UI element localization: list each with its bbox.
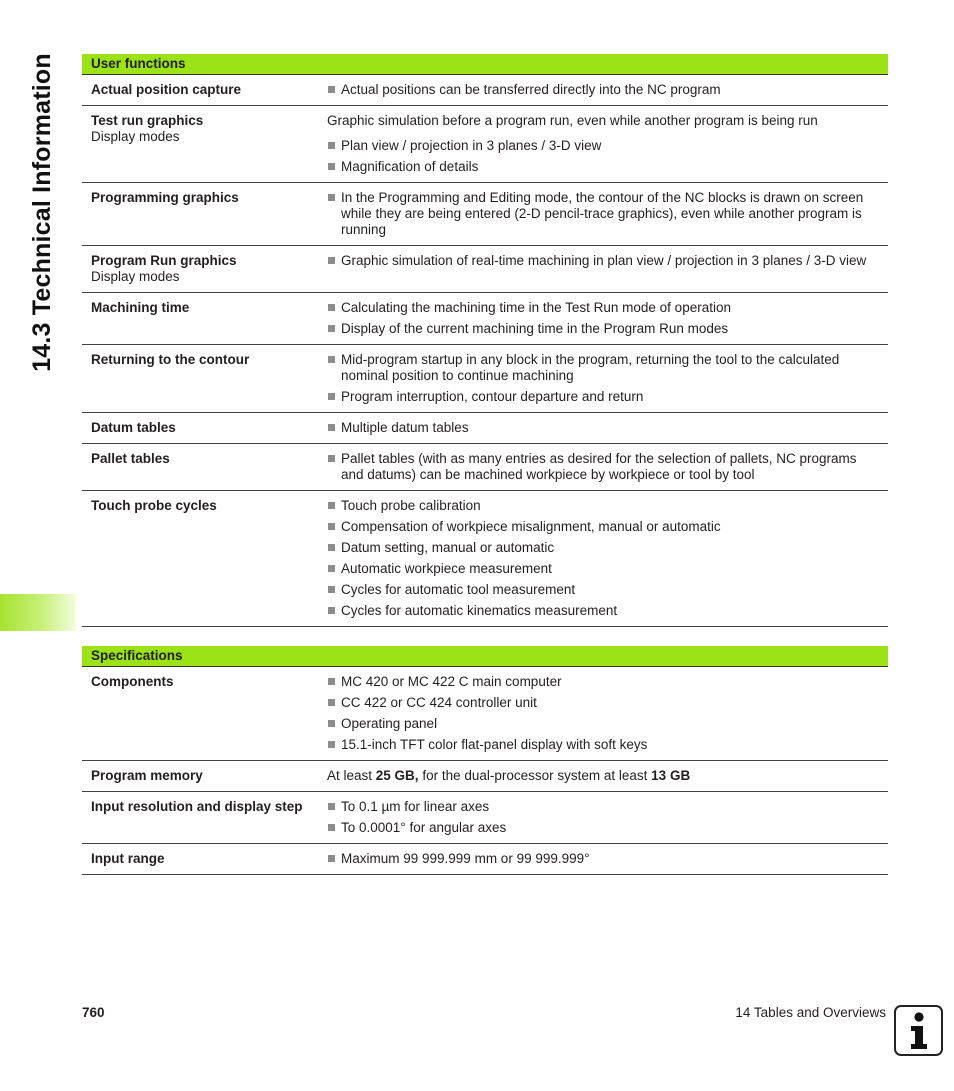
row-description-cell (327, 792, 888, 843)
row-label-cell (82, 792, 327, 843)
table-row (82, 491, 888, 627)
row-title: Input range (91, 851, 165, 866)
square-bullet-icon (328, 325, 335, 332)
bullet-item (327, 582, 880, 598)
bullet-text: Pallet tables (with as many entries as desired for the selection of pallets, NC programs and datums) can be machined workpiece by workpiece or tool by tool (341, 451, 857, 482)
row-description-cell (327, 345, 888, 412)
section-gap (82, 627, 888, 646)
bullet-text: Display of the current machining time in the Program Run modes (341, 321, 729, 336)
row-description-cell (327, 491, 888, 626)
bullet-item (327, 737, 880, 753)
row-label-cell (82, 444, 327, 490)
memory-value-2: 13 GB (651, 768, 691, 783)
row-title: Input resolution and display step (91, 799, 303, 814)
row-intro-text: Graphic simulation before a program run, even while another program is being run (327, 113, 818, 128)
section-table (82, 54, 888, 627)
bullet-text: Calculating the machining time in the Test Run mode of operation (341, 300, 731, 315)
row-title: Machining time (91, 300, 190, 315)
table-row (82, 293, 888, 345)
bullet-item (327, 716, 880, 732)
bullet-text: Maximum 99 999.999 mm or 99 999.999° (341, 851, 590, 866)
bullet-text: Graphic simulation of real-time machining in plan view / projection in 3 planes / 3-D view (341, 253, 867, 268)
table-row (82, 345, 888, 413)
row-subtitle: Display modes (91, 129, 180, 144)
square-bullet-icon (328, 142, 335, 149)
square-bullet-icon (328, 741, 335, 748)
bullet-item (327, 851, 880, 867)
table-row (82, 183, 888, 246)
square-bullet-icon (328, 86, 335, 93)
bullet-text: CC 422 or CC 424 controller unit (341, 695, 537, 710)
square-bullet-icon (328, 194, 335, 201)
row-title: Program memory (91, 768, 203, 783)
bullet-item (327, 561, 880, 577)
memory-value-1: 25 GB, (375, 768, 419, 783)
bullet-text: 15.1-inch TFT color flat-panel display with soft keys (341, 737, 648, 752)
row-description-cell (327, 246, 888, 292)
bullet-item (327, 799, 880, 815)
row-label-cell (82, 345, 327, 412)
bullet-item (327, 420, 880, 436)
row-description-cell (327, 844, 888, 874)
row-label-cell (82, 106, 327, 182)
bullet-item (327, 253, 880, 269)
row-title: Touch probe cycles (91, 498, 217, 513)
bullet-text: Cycles for automatic tool measurement (341, 582, 576, 597)
bullet-text: Mid-program startup in any block in the program, returning the tool to the calculated nominal position to continue machining (341, 352, 840, 383)
memory-prefix: At least (327, 768, 376, 783)
chapter-tab-marker (0, 594, 76, 631)
bullet-item (327, 138, 880, 154)
square-bullet-icon (328, 565, 335, 572)
row-label-cell (82, 667, 327, 760)
bullet-item (327, 389, 880, 405)
square-bullet-icon (328, 607, 335, 614)
square-bullet-icon (328, 586, 335, 593)
bullet-item (327, 820, 880, 836)
square-bullet-icon (328, 678, 335, 685)
row-label-cell (82, 246, 327, 292)
square-bullet-icon (328, 455, 335, 462)
bullet-text: Actual positions can be transferred directly into the NC program (341, 82, 721, 97)
bullet-text: To 0.0001° for angular axes (341, 820, 507, 835)
row-title: Programming graphics (91, 190, 239, 205)
bullet-text: Touch probe calibration (341, 498, 481, 513)
bullet-text: Cycles for automatic kinematics measurement (341, 603, 618, 618)
bullet-item (327, 321, 880, 337)
bullet-text: Multiple datum tables (341, 420, 469, 435)
table-row (82, 761, 888, 792)
info-glyph-icon (902, 1011, 936, 1051)
row-description-cell (327, 761, 888, 791)
row-description-cell (327, 667, 888, 760)
square-bullet-icon (328, 163, 335, 170)
section-table (82, 646, 888, 875)
row-title: Test run graphics (91, 113, 204, 128)
table-row (82, 667, 888, 761)
row-subtitle: Display modes (91, 269, 180, 284)
chapter-footer: 14 Tables and Overviews (735, 1005, 886, 1020)
row-description-cell (327, 293, 888, 344)
square-bullet-icon (328, 720, 335, 727)
bullet-item (327, 695, 880, 711)
row-title: Actual position capture (91, 82, 242, 97)
bullet-item (327, 498, 880, 514)
table-row (82, 106, 888, 183)
spec-tables (82, 54, 888, 875)
square-bullet-icon (328, 424, 335, 431)
bullet-item (327, 451, 880, 483)
row-title: Datum tables (91, 420, 176, 435)
section-header: Specifications (82, 646, 888, 667)
bullet-text: Program interruption, contour departure and return (341, 389, 644, 404)
square-bullet-icon (328, 502, 335, 509)
bullet-text: To 0.1 µm for linear axes (341, 799, 490, 814)
bullet-text: Operating panel (341, 716, 438, 731)
bullet-item (327, 540, 880, 556)
bullet-item (327, 603, 880, 619)
section-header: User functions (82, 54, 888, 75)
row-label-cell (82, 844, 327, 874)
table-row (82, 444, 888, 491)
bullet-item (327, 190, 880, 238)
table-row (82, 246, 888, 293)
bullet-item (327, 674, 880, 690)
square-bullet-icon (328, 803, 335, 810)
row-label-cell (82, 293, 327, 344)
row-description-cell (327, 413, 888, 443)
row-description-cell (327, 75, 888, 105)
bullet-text: Magnification of details (341, 159, 479, 174)
memory-middle: for the dual-processor system at least (418, 768, 652, 783)
bullet-item (327, 352, 880, 384)
square-bullet-icon (328, 824, 335, 831)
row-title: Components (91, 674, 174, 689)
square-bullet-icon (328, 393, 335, 400)
program-memory-text (327, 768, 880, 784)
bullet-item (327, 300, 880, 316)
row-description-cell (327, 444, 888, 490)
row-description-cell (327, 106, 888, 182)
table-row (82, 75, 888, 106)
table-row (82, 792, 888, 844)
square-bullet-icon (328, 544, 335, 551)
square-bullet-icon (328, 523, 335, 530)
bullet-item (327, 82, 880, 98)
bullet-text: Automatic workpiece measurement (341, 561, 552, 576)
table-row (82, 413, 888, 444)
square-bullet-icon (328, 356, 335, 363)
row-label-cell (82, 183, 327, 245)
bullet-text: In the Programming and Editing mode, the contour of the NC blocks is drawn on screen while they are being entered (2-D pencil-trace graphics), even while another program is running (341, 190, 864, 237)
row-title: Program Run graphics (91, 253, 237, 268)
row-label-cell (82, 75, 327, 105)
square-bullet-icon (328, 699, 335, 706)
info-icon (894, 1005, 943, 1056)
row-label-cell (82, 413, 327, 443)
row-label-cell (82, 761, 327, 791)
bullet-item (327, 159, 880, 175)
bullet-text: Datum setting, manual or automatic (341, 540, 555, 555)
row-label-cell (82, 491, 327, 626)
row-description-cell (327, 183, 888, 245)
bullet-text: Compensation of workpiece misalignment, manual or automatic (341, 519, 721, 534)
square-bullet-icon (328, 257, 335, 264)
square-bullet-icon (328, 304, 335, 311)
chapter-side-title: 14.3 Technical Information (27, 52, 56, 372)
row-title: Pallet tables (91, 451, 170, 466)
page-number: 760 (82, 1005, 105, 1020)
row-title: Returning to the contour (91, 352, 250, 367)
bullet-text: Plan view / projection in 3 planes / 3-D view (341, 138, 602, 153)
bullet-text: MC 420 or MC 422 C main computer (341, 674, 562, 689)
square-bullet-icon (328, 855, 335, 862)
table-row (82, 844, 888, 875)
bullet-item (327, 519, 880, 535)
